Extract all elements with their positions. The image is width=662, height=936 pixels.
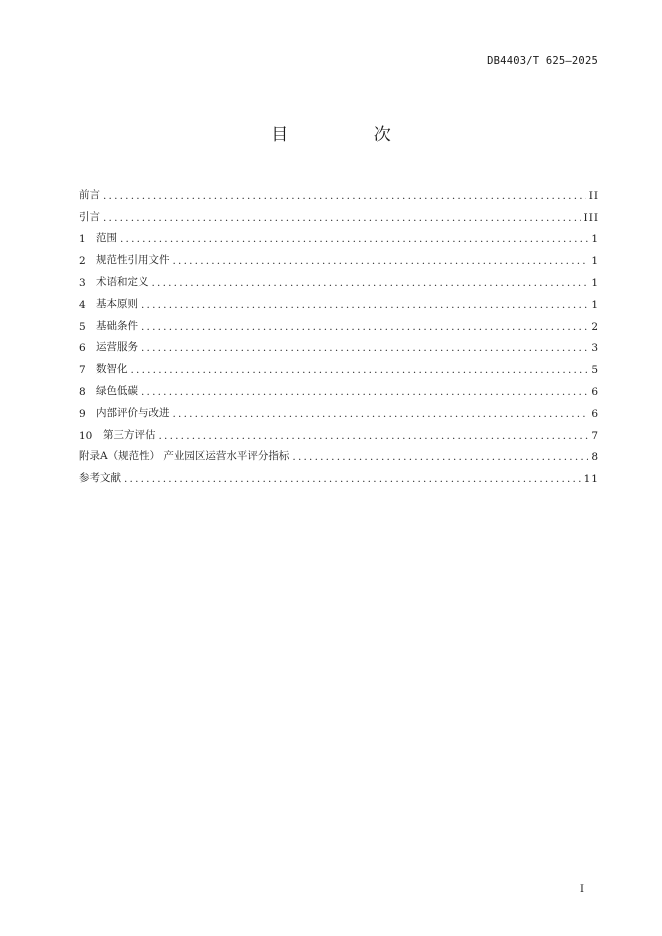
toc-entry-internal-evaluation[interactable] [79,398,599,420]
toc-entry-label: 术语和定义 [96,275,149,288]
document-code: DB4403/T 625—2025 [487,55,598,67]
toc-entry-page: 1 [591,298,599,311]
toc-entry-label: 附录A（规范性） 产业园区运营水平评分指标 [79,450,290,463]
toc-leader-dots [103,190,586,202]
toc-entry-page: 7 [591,429,599,442]
toc-entry-label: 参考文献 [79,472,121,485]
toc-list [79,180,599,485]
toc-entry-normative-references[interactable] [79,245,599,267]
toc-entry-number: 3 [79,276,86,289]
toc-entry-label: 第三方评估 [103,428,156,441]
toc-entry-page: II [588,189,599,202]
page-number: I [580,884,584,895]
toc-entry-introduction[interactable] [79,202,599,224]
toc-entry-number: 10 [79,429,93,442]
toc-entry-page: 6 [591,385,599,398]
toc-leader-dots [141,342,588,354]
toc-leader-dots [124,473,581,485]
toc-leader-dots [141,299,588,311]
toc-leader-dots [120,233,588,245]
toc-entry-label: 绿色低碳 [96,384,138,397]
toc-leader-dots [159,430,589,442]
toc-entry-label: 基础条件 [96,319,138,332]
toc-entry-third-party-assessment[interactable] [79,420,599,442]
toc-leader-dots [141,386,588,398]
toc-entry-green-low-carbon[interactable] [79,376,599,398]
toc-entry-page: 2 [591,320,599,333]
toc-entry-number: 1 [79,233,86,246]
toc-entry-number: 6 [79,342,86,355]
toc-leader-dots [173,408,589,420]
toc-entry-page: III [583,211,599,224]
toc-title: 目 次 [271,125,431,145]
toc-leader-dots [131,364,589,376]
toc-leader-dots [141,321,588,333]
toc-entry-bibliography[interactable] [79,463,599,485]
toc-entry-terms-definitions[interactable] [79,267,599,289]
toc-entry-label: 数智化 [96,363,128,376]
toc-entry-appendix-a[interactable] [79,442,599,464]
toc-entry-page: 11 [583,473,599,486]
toc-entry-number: 9 [79,407,86,420]
toc-entry-scope[interactable] [79,224,599,246]
toc-entry-number: 4 [79,298,86,311]
toc-leader-dots [292,451,588,463]
toc-entry-page: 3 [591,342,599,355]
toc-entry-label: 引言 [79,210,100,223]
toc-entry-label: 内部评价与改进 [96,406,170,419]
toc-entry-page: 1 [591,255,599,268]
toc-entry-page: 1 [591,233,599,246]
toc-entry-label: 范围 [96,232,117,245]
toc-entry-digital-intelligence[interactable] [79,354,599,376]
toc-entry-label: 前言 [79,188,100,201]
toc-entry-foreword[interactable] [79,180,599,202]
toc-entry-page: 6 [591,407,599,420]
toc-entry-basic-principles[interactable] [79,289,599,311]
toc-leader-dots [173,255,589,267]
toc-entry-page: 8 [591,451,599,464]
toc-entry-basic-conditions[interactable] [79,311,599,333]
toc-entry-operation-services[interactable] [79,333,599,355]
toc-entry-number: 2 [79,255,86,268]
toc-entry-label: 规范性引用文件 [96,254,170,267]
toc-entry-label: 基本原则 [96,297,138,310]
toc-entry-number: 5 [79,320,86,333]
toc-entry-label: 运营服务 [96,341,138,354]
toc-entry-number: 8 [79,385,86,398]
toc-entry-page: 1 [591,276,599,289]
toc-leader-dots [103,212,581,224]
toc-entry-page: 5 [591,364,599,377]
toc-entry-number: 7 [79,364,86,377]
toc-leader-dots [152,277,589,289]
